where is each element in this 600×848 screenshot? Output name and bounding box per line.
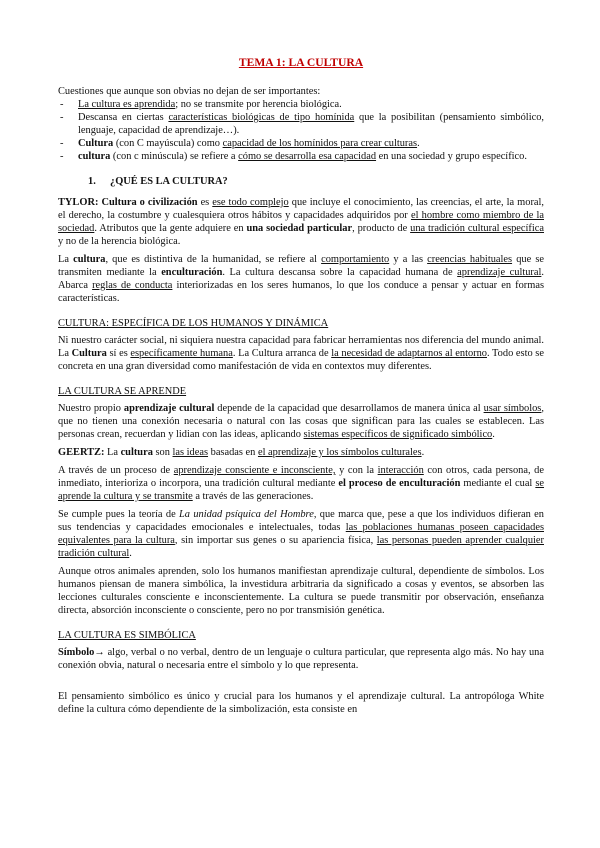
subsection-heading: LA CULTURA ES SIMBÓLICA	[58, 630, 196, 641]
enculturacion-paragraph: A través de un proceso de aprendizaje consciente e inconsciente, y con la interacción con otros, cada persona, de inmediato, interioriza o incorpora, una tradición cultural mediante el proceso de enculturación mediante el cual se aprende la cultura y se transmite a través de las generaciones.	[58, 465, 545, 502]
list-item: - Cultura (con C mayúscula) como capacidad de los homínidos para crear culturas.	[58, 137, 544, 150]
list-item: - Descansa en ciertas características biológicas de tipo homínida que la posibilitan (pensamiento simbólico, lenguaje, capacidad de aprendizaje…).	[58, 111, 544, 137]
unidad-psiquica-paragraph: Se cumple pues la teoría de La unidad psíquica del Hombre, que marca que, pese a que los individuos difieran en sus tendencias y capacidades emocionales e intelectuales, todas las poblaciones humanas poseen capacidades equivalentes para la cultura, sin importar sus genes o su apariencia física, las personas pueden aprender cualquier tradición cultural.	[58, 509, 544, 559]
cultura-paragraph: La cultura, que es distintiva de la humanidad, se refiere al comportamiento y a las creencias habituales que se transmiten mediante la enculturación. La cultura descansa sobre la capacidad humana de aprendizaje cultural. Abarca reglas de conducta interiorizadas en los seres humanos, lo que los conduce a pensar y actuar en formas características.	[58, 254, 545, 304]
list-item: - cultura (con c minúscula) se refiere a cómo se desarrolla esa capacidad en una sociedad y grupo específico.	[58, 150, 544, 163]
list-item: - La cultura es aprendida; no se transmite por herencia biológica.	[58, 98, 544, 111]
pensamiento-paragraph: El pensamiento simbólico es único y crucial para los humanos y el aprendizaje cultural. La antropóloga White define la cultura cómo dependiente de la simbolización, esta consiste en	[58, 691, 544, 715]
section-heading: 1. ¿QUÉ ES LA CULTURA?	[88, 176, 228, 187]
intro-list	[58, 98, 544, 163]
section-number: 1.	[88, 176, 96, 187]
intro-lead: Cuestiones que aunque son obvias no dejan de ser importantes:	[58, 86, 321, 97]
otros-animales-paragraph: Aunque otros animales aprenden, solo los humanos manifiestan aprendizaje cultural, dependiente de símbolos. Los humanos piensan de manera simbólica, la investidura arbitraria da significado a cosas y eventos, se absorben las lecciones culturales consciente e inconscientemente. La cultura se puede transmitir por observación, enseñanza directa, absorción inconsciente o consciente, pero no por transmisión genética.	[58, 566, 544, 616]
especifica-paragraph: Ni nuestro carácter social, ni siquiera nuestra capacidad para fabricar herramientas nos diferencia del mundo animal. La Cultura sí es específicamente humana. La Cultura arranca de la necesidad de adaptarnos al entorno. Todo esto se concreta en una gran diversidad como manifestación de vida en contextos muy diferentes.	[58, 335, 544, 372]
tylor-paragraph: TYLOR: Cultura o civilización es ese todo complejo que incluye el conocimiento, las creencias, el arte, la moral, el derecho, la costumbre y cualesquiera otros hábitos y capacidades adquiridos por el hombre como miembro de la sociedad. Atributos que la gente adquiere en una sociedad particular, producto de una tradición cultural específica y no de la herencia biológica.	[58, 197, 545, 247]
subsection-heading: CULTURA: ESPECÍFICA DE LOS HUMANOS Y DINÁMICA	[58, 318, 329, 329]
document-page	[58, 56, 544, 716]
page-title: TEMA 1: LA CULTURA	[238, 56, 364, 69]
subsection-heading: LA CULTURA SE APRENDE	[58, 386, 187, 397]
geertz-paragraph: GEERTZ: La cultura son las ideas basadas en el aprendizaje y los símbolos culturales.	[58, 447, 425, 458]
intro-block	[58, 85, 544, 163]
aprendizaje-paragraph: Nuestro propio aprendizaje cultural depende de la capacidad que desarrollamos de manera única al usar símbolos, que no tienen una conexión necesaria o natural con las cosas que significan para las cuales se establecen. Las personas crean, recuerdan y lidian con las ideas, aplicando sistemas específicos de significado simbólico.	[58, 403, 544, 440]
simbolo-paragraph: Símbolo→ algo, verbal o no verbal, dentro de un lenguaje o cultura particular, que representa algo más. No hay una conexión obvia, natural o necesaria entre el símbolo y lo que representa.	[58, 647, 544, 671]
